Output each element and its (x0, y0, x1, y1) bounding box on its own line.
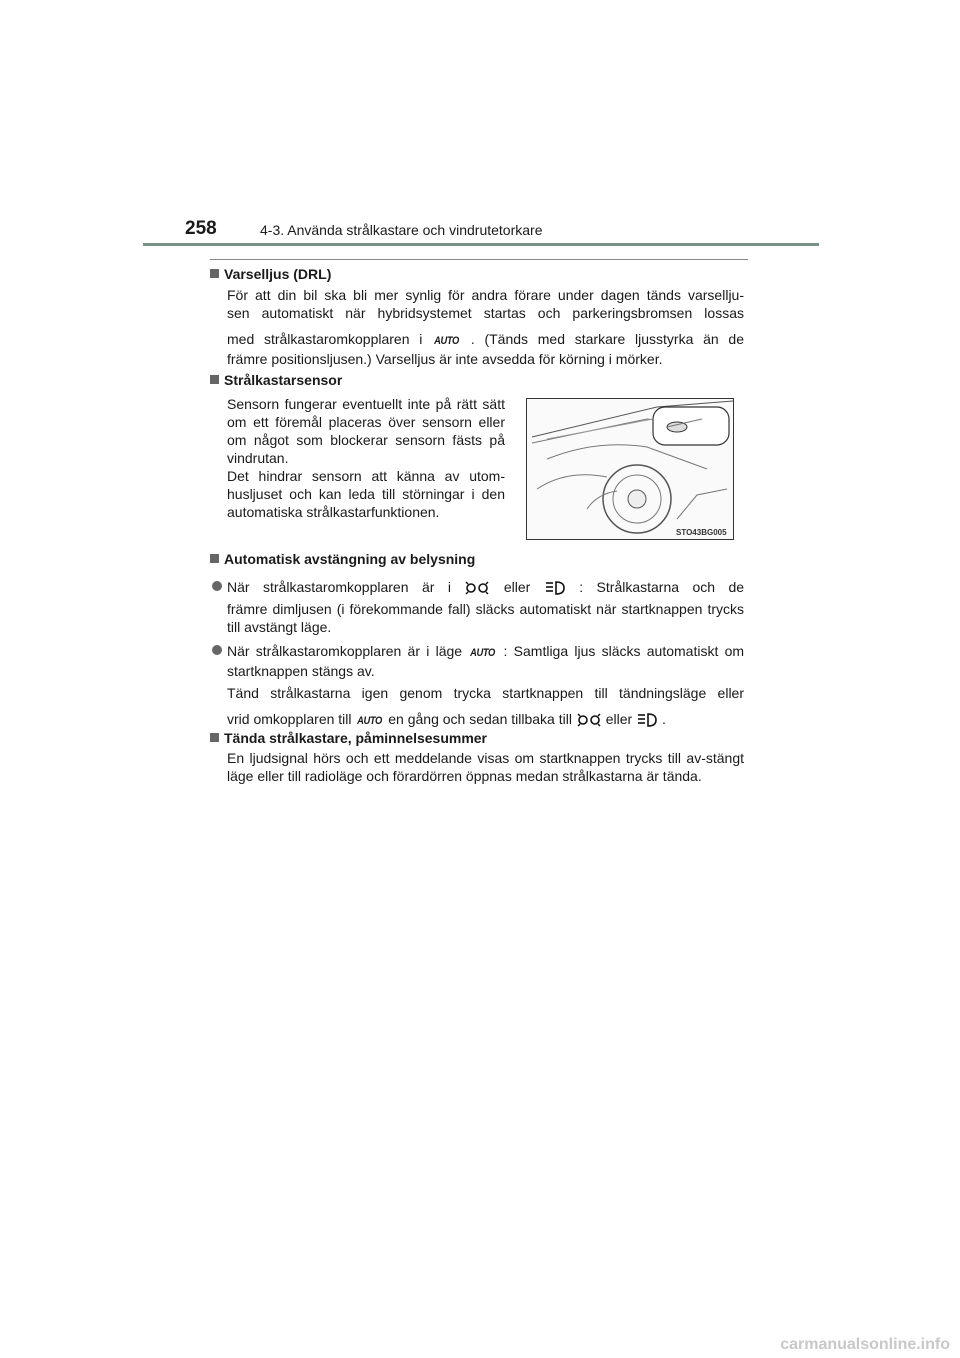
tail-light-icon (464, 580, 490, 600)
square-bullet-icon (210, 733, 219, 742)
reminder-heading: Tända strålkastare, påminnelsesummer (210, 730, 487, 746)
square-bullet-icon (210, 269, 219, 278)
chapter-title: 4-3. Använda strålkastare och vindrutetorkare (260, 222, 543, 238)
bullet-dot-icon (212, 645, 222, 655)
section-rule (210, 259, 748, 260)
auto-off-heading: Automatisk avstängning av belysning (210, 551, 475, 567)
sensor-heading: Strålkastarsensor (210, 372, 342, 388)
auto-icon: AUTO (434, 335, 459, 347)
drl-paragraph: För att din bil ska bli mer synlig för andra förare under dagen tänds varsellju- sen automatiskt när hybridsystemet startas och parkeringsbromsen lossas med strålkastaromkopplaren i AUTO . (Tänds med starkare ljusstyrka än de främre positionsljusen.) Varselljus är inte avsedda för körning i mörker. (227, 287, 745, 367)
watermark: carmanualsonline.info (780, 1336, 950, 1353)
reminder-paragraph: En ljudsignal hörs och ett meddelande visas om startknappen trycks till av-stängt läge eller till radioläge och förardörren öppnas medan strålkastarna är tända. (227, 750, 744, 784)
page-number: 258 (185, 218, 217, 239)
square-bullet-icon (210, 554, 219, 563)
drl-heading: Varselljus (DRL) (210, 266, 331, 282)
dashboard-sensor-illustration (526, 398, 734, 540)
figure-code: STO43BG005 (676, 528, 727, 537)
tail-light-icon (576, 712, 602, 732)
sensor-paragraph: Sensorn fungerar eventuellt inte på rätt sätt om ett föremål placeras över sensorn eller om något som blockerar sensorn fästs på vindrutan. Det hindrar sensorn att känna av utom-husljuset och kan leda till störningar i den automatiska strålkastarfunktionen. (227, 396, 505, 520)
headlight-icon (544, 580, 566, 600)
auto-icon: AUTO (470, 647, 496, 659)
auto-icon: AUTO (357, 715, 383, 727)
restart-paragraph: Tänd strålkastarna igen genom trycka startknappen till tändningsläge eller vrid omkopplaren till AUTO en gång och sedan tillbaka till eller . (227, 684, 744, 732)
bullet-dot-icon (212, 581, 222, 591)
header-rule (143, 243, 819, 246)
headlight-icon (636, 712, 658, 732)
list-item: När strålkastaromkopplaren är i eller : Strålkastarna och de främre dimljusen (i förekommande fall) släcks automatiskt när startknappen trycks till avstängt läge. (212, 578, 744, 636)
square-bullet-icon (210, 375, 219, 384)
list-item: När strålkastaromkopplaren är i läge AUTO : Samtliga ljus släcks automatiskt om startknappen stängs av. (212, 642, 744, 680)
